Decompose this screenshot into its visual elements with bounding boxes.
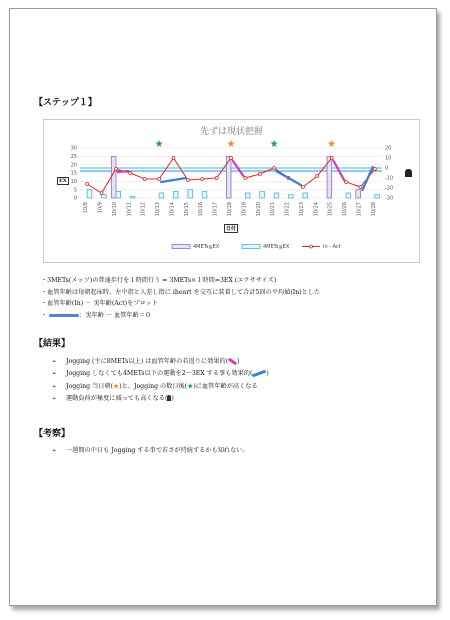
result-item: ➢ Jogging 当日朝(★)と、Jogging の数日後(★)に血管年齢が高くなる [52,381,269,393]
bar-0 [111,156,116,198]
bar-1 [130,196,135,198]
consider-list [52,445,249,454]
in-act-point [114,168,117,171]
arrow-bullet-icon: ➢ [52,395,57,402]
legend-swatch [310,245,313,248]
x-tick: 10/21 [270,202,277,217]
star-marker: ★ [327,139,337,150]
y-right-tick: -10 [385,175,394,182]
x-tick: 10/10 [111,202,118,217]
in-act-point [201,178,204,181]
bar-0 [226,156,231,198]
pink-bar-icon [228,358,237,366]
note-item: ・血管年齢は毎朝起床時、左中指と人差し指に iheart を交互に装着して合計5回の平均値(In)とした [41,288,321,296]
legend-label: 4METs≦EX [263,244,290,250]
legend-label: In - Act [323,244,341,250]
in-act-point [244,177,247,180]
orange-star-icon: ★ [113,382,120,390]
bar-1 [202,191,207,198]
note-item: ・血管年齢(In) － 実年齢(Act)をプロット [41,300,158,307]
x-tick: 10/9 [97,202,104,214]
legend-swatch [242,245,260,249]
chart-svg [44,120,419,262]
consider-heading: 【考察】 [34,429,71,439]
green-star-icon: ★ [187,382,194,390]
y-left-tick: 20 [70,162,77,169]
bar-1 [173,191,178,198]
x-tick: 10/8 [83,202,90,214]
x-tick: 10/25 [327,202,334,217]
arrow-bullet-icon: ➢ [52,371,57,378]
y-left-tick: 15 [70,170,77,177]
y-right-tick: -30 [385,195,394,202]
x-tick: 10/20 [255,202,262,217]
in-act-point [330,157,333,160]
in-act-point [86,183,89,186]
x-tick: 10/22 [284,202,291,217]
x-tick: 10/15 [183,202,190,217]
note-item: ・3METs(メッツ)の普通歩行を１時間行う ⇒ 3METs×１時間=3EX (エクササイズ) [41,277,277,284]
y-right-tick: 20 [385,145,392,152]
x-tick: 10/28 [370,202,377,217]
in-act-point [316,175,319,178]
in-act-point [186,179,189,182]
step1-heading: 【ステップ１】 [34,98,97,108]
results-heading: 【結果】 [34,339,71,349]
bar-1 [116,191,121,198]
in-act-point [215,177,218,180]
x-tick: 10/11 [126,202,133,217]
bar-1 [159,193,164,198]
y-left-tick: 5 [73,187,77,194]
note-item: ・ ：実年齢 － 血管年齢＝０ [41,311,152,319]
legend-swatch [172,245,190,249]
in-act-point [143,178,146,181]
in-act-point [373,168,376,171]
x-tick: 10/17 [212,202,219,217]
chart-panel [43,119,420,263]
result-item: ➢ 運動負荷が極度に減っても高くなる( ) [52,393,269,405]
star-marker: ★ [154,139,164,150]
bar-1 [245,193,250,198]
x-tick: 10/27 [356,202,363,217]
highlight-segment [118,171,128,172]
highlight-segment [362,167,372,190]
arrow-bullet-icon: ➢ [52,448,57,454]
y-left-tick: 25 [70,154,77,161]
in-act-point [301,186,304,189]
arrow-bullet-icon: ➢ [52,359,57,365]
y-left-tick: 0 [73,195,77,202]
runner-icon [405,169,412,177]
consider-item: ➢ 一週間の中日も Jogging する事で若さが持続するかも知れない。 [52,447,249,454]
in-act-point [258,173,261,176]
chart-title: 先ずは現状把握 [199,127,263,137]
in-act-point [158,178,161,181]
blue-line-icon [49,314,79,317]
in-act-point [100,192,103,195]
bar-1 [303,193,308,198]
bar-1 [346,193,351,198]
x-tick: 10/19 [241,202,248,217]
bar-1 [375,195,380,198]
star-marker: ★ [226,139,236,150]
bar-0 [356,190,361,198]
y-right-tick: -20 [385,185,394,192]
ex-label: EX [59,178,67,184]
star-marker: ★ [269,139,279,150]
in-act-point [129,172,132,175]
y-left-tick: 30 [70,145,77,152]
bar-1 [260,191,265,198]
bar-1 [87,190,92,198]
x-tick: 10/26 [342,202,349,217]
result-item: ➢ Jogging しなくても4METs以下の運動を2～3EX する事も効果的( ) [52,368,269,380]
in-act-point [230,157,233,160]
legend-label: 4METs≧EX [193,244,220,250]
blue-bar-icon [252,370,266,378]
y-right-tick: 10 [385,155,392,162]
results-list [52,356,269,405]
in-act-point [359,186,362,189]
x-tick: 10/23 [298,202,305,217]
in-act-point [345,181,348,184]
document-page [9,8,437,606]
y-left-tick: 10 [70,179,77,186]
bar-1 [274,193,279,198]
x-tick: 10/18 [227,202,233,217]
in-act-point [273,167,276,170]
in-act-point [172,157,175,160]
result-item: ➢ Jogging (主に8METs以上) は血管年齢の若返りに効果的( ) [52,356,269,368]
arrow-bullet-icon: ➢ [52,383,57,390]
x-tick: 10/14 [169,202,176,217]
day-label: 日付 [226,226,237,232]
x-tick: 10/16 [198,202,205,217]
notes-list [41,275,320,321]
x-tick: 10/24 [313,202,320,217]
bar-1 [188,190,193,198]
bar-1 [289,195,294,198]
y-right-tick: 0 [385,165,389,172]
x-tick: 10/12 [140,202,147,217]
bar-1 [102,195,107,198]
x-tick: 10/13 [155,202,162,217]
